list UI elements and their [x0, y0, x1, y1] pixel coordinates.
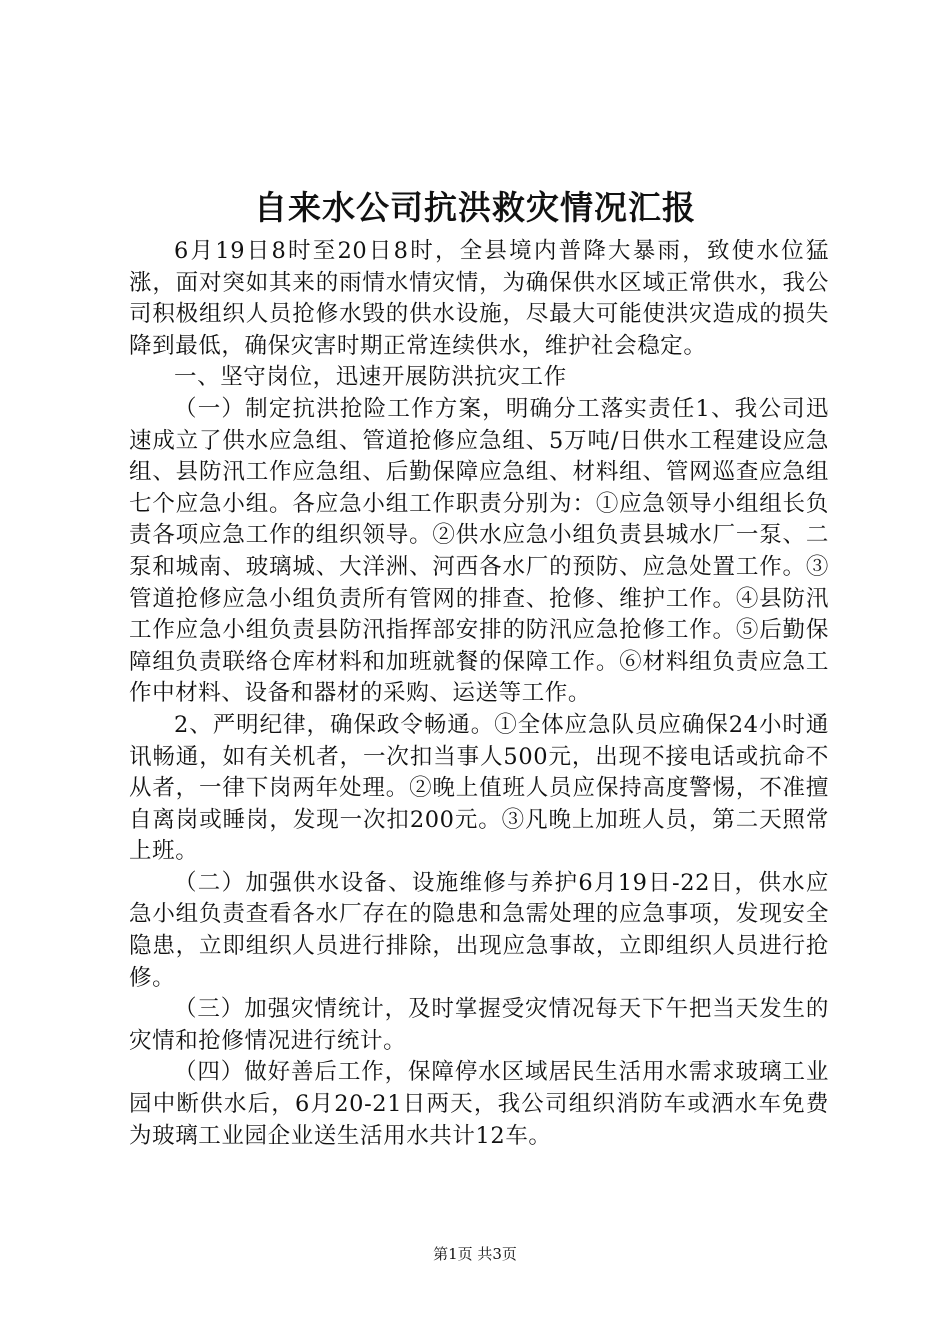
paragraph-section-1-3: （三）加强灾情统计，及时掌握受灾情况每天下午把当天发生的灾情和抢修情况进行统计。 [129, 996, 829, 1054]
document-body [129, 236, 829, 1152]
paragraph-section-1-2: （二）加强供水设备、设施维修与养护6月19日-22日，供水应急小组负责查看各水厂存在的隐患和急需处理的应急事项，发现安全隐患，立即组织人员进行排除，出现应急事故，立即组织人员进行抢修。 [129, 869, 829, 991]
page-number-footer: 第1页 共3页 [433, 1245, 517, 1263]
section-heading-1: 一、坚守岗位，迅速开展防洪抗灾工作 [174, 364, 567, 391]
paragraph-intro: 6月19日8时至20日8时，全县境内普降大暴雨，致使水位猛涨，面对突如其来的雨情水情灾情，为确保供水区域正常供水，我公司积极组织人员抢修水毁的供水设施，尽最大可能使洪灾造成的损失降到最低，确保灾害时期正常连续供水，维护社会稳定。 [129, 238, 829, 359]
paragraph-discipline: 2、严明纪律，确保政令畅通。①全体应急队员应确保24小时通讯畅通，如有关机者，一次扣当事人500元，出现不接电话或抗命不从者，一律下岗两年处理。②晚上值班人员应保持高度警惕，不准擅自离岗或睡岗，发现一次扣200元。③凡晚上加班人员，第二天照常上班。 [129, 711, 829, 865]
paragraph-section-1-1: （一）制定抗洪抢险工作方案，明确分工落实责任1、我公司迅速成立了供水应急组、管道抢修应急组、5万吨/日供水工程建设应急组、县防汛工作应急组、后勤保障应急组、材料组、管网巡查应急组七个应急小组。各应急小组工作职责分别为：①应急领导小组组长负责各项应急工作的组织领导。②供水应急小组负责县城水厂一泵、二泵和城南、玻璃城、大洋洲、河西各水厂的预防、应急处置工作。③管道抢修应急小组负责所有管网的排查、抢修、维护工作。④县防汛工作应急小组负责县防汛指挥部安排的防汛应急抢修工作。⑤后勤保障组负责联络仓库材料和加班就餐的保障工作。⑥材料组负责应急工作中材料、设备和器材的采购、运送等工作。 [129, 395, 829, 707]
paragraph-section-1-4: （四）做好善后工作，保障停水区域居民生活用水需求玻璃工业园中断供水后，6月20-21日两天，我公司组织消防车或洒水车免费为玻璃工业园企业送生活用水共计12车。 [129, 1059, 829, 1149]
document-title: 自来水公司抗洪救灾情况汇报 [254, 188, 696, 227]
